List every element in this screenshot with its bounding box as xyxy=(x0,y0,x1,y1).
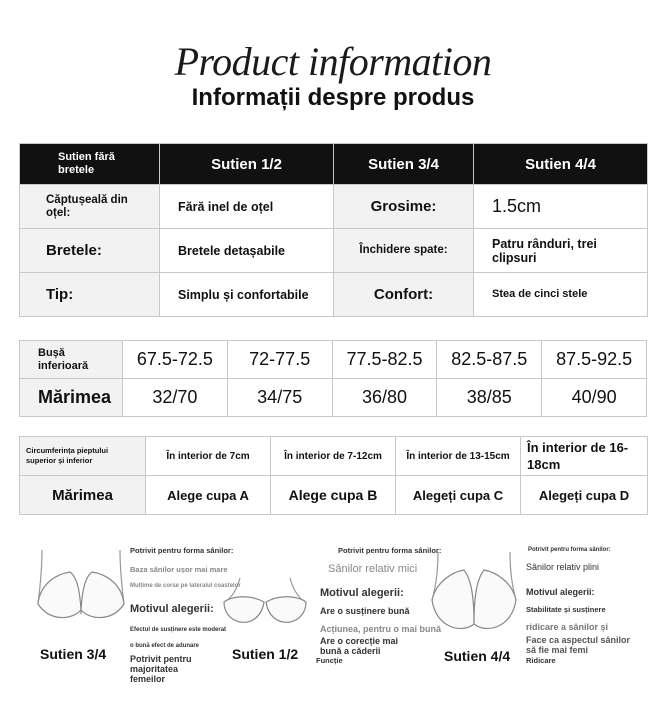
note-reason-detail: Ridicare xyxy=(526,656,556,665)
range-value: În interior de 7cm xyxy=(146,437,271,476)
cup-row xyxy=(20,476,648,515)
spec-header-row xyxy=(20,144,648,185)
size-table xyxy=(19,340,647,417)
size-value: 34/75 xyxy=(227,379,332,417)
title-romanian: Informații despre produs xyxy=(191,84,475,111)
value-thickness: 1.5cm xyxy=(474,185,648,229)
value-comfort: Stea de cinci stele xyxy=(474,273,648,317)
size-value: 40/90 xyxy=(542,379,647,417)
label-comfort: Confort: xyxy=(334,273,474,317)
range-value: În interior de 13-15cm xyxy=(396,437,521,476)
label-bust-difference: Circumferința pieptului superior și inferior xyxy=(20,437,146,476)
title-english: Product information xyxy=(174,39,492,84)
note-fit-heading: Potrivit pentru forma sânilor: xyxy=(528,547,611,553)
underbust-value: 77.5-82.5 xyxy=(332,341,437,379)
underbust-row xyxy=(20,341,647,379)
cup-value: Alege cupa A xyxy=(146,476,271,515)
note-reason-detail: Face ca aspectul sânilor să fie mai femi xyxy=(526,635,631,655)
cup-value: Alegeți cupa D xyxy=(521,476,648,515)
header-strapless: Sutien fără bretele xyxy=(20,144,160,185)
note-reason-detail: Are o susținere bună xyxy=(320,606,410,616)
size-row xyxy=(20,379,647,417)
spec-table xyxy=(19,143,648,317)
note-reason-detail: Efectul de susținere este moderat xyxy=(130,627,227,633)
note-reason-detail: Are o corecție mai bună a căderii xyxy=(320,636,399,656)
underbust-value: 67.5-72.5 xyxy=(123,341,228,379)
cup-value: Alege cupa B xyxy=(271,476,396,515)
note-reason-detail: Funcție xyxy=(316,656,343,665)
label-thickness: Grosime: xyxy=(334,185,474,229)
underbust-value: 72-77.5 xyxy=(227,341,332,379)
label-cup-size: Mărimea xyxy=(20,476,146,515)
label-closure: Închidere spate: xyxy=(334,229,474,273)
value-straps: Bretele detașabile xyxy=(160,229,334,273)
bra-full-cup-illustration xyxy=(428,550,520,642)
bra-name-three-quarter: Sutien 3/4 xyxy=(40,646,107,662)
header-half-cup: Sutien 1/2 xyxy=(160,144,334,185)
note-reason-detail: ridicare a sânilor și xyxy=(526,622,609,632)
bra-name-half: Sutien 1/2 xyxy=(232,646,299,662)
range-value: În interior de 7-12cm xyxy=(271,437,396,476)
bust-difference-row xyxy=(20,437,648,476)
note-reason-heading: Motivul alegerii: xyxy=(320,587,404,599)
note-fit-heading: Potrivit pentru forma sânilor: xyxy=(338,546,442,555)
note-fit-detail: Baza sânilor ușor mai mare xyxy=(130,565,228,574)
size-value: 36/80 xyxy=(332,379,437,417)
bra-three-quarter-illustration xyxy=(36,548,126,628)
note-fit-detail: Sânilor relativ mici xyxy=(328,563,418,575)
note-fit-extra: Mulțime de corse pe lateralul coastelor xyxy=(130,583,241,589)
value-type: Simplu și confortabile xyxy=(160,273,334,317)
spec-row xyxy=(20,273,648,317)
bra-name-full: Sutien 4/4 xyxy=(444,648,511,664)
spec-row xyxy=(20,229,648,273)
underbust-value: 87.5-92.5 xyxy=(542,341,647,379)
value-lining: Fără inel de oțel xyxy=(160,185,334,229)
underbust-value: 82.5-87.5 xyxy=(437,341,542,379)
label-underbust: Bușă inferioară xyxy=(20,341,123,379)
label-straps: Bretele: xyxy=(20,229,160,273)
note-reason-detail: Potrivit pentru majoritatea femeilor xyxy=(130,654,192,684)
note-reason-detail: o bună efect de adunare xyxy=(130,643,200,649)
range-value: În interior de 16-18cm xyxy=(521,437,648,476)
note-reason-heading: Motivul alegerii: xyxy=(130,603,214,615)
note-reason-detail: Stabilitate și susținere xyxy=(526,605,606,614)
size-value: 32/70 xyxy=(123,379,228,417)
cup-value: Alegeți cupa C xyxy=(396,476,521,515)
note-fit-detail: Sânilor relativ plini xyxy=(526,562,600,572)
spec-row xyxy=(20,185,648,229)
label-type: Tip: xyxy=(20,273,160,317)
value-closure: Patru rânduri, trei clipsuri xyxy=(474,229,648,273)
note-fit-heading: Potrivit pentru forma sânilor: xyxy=(130,546,234,555)
note-reason-heading: Motivul alegerii: xyxy=(526,587,595,597)
note-reason-detail: Acțiunea, pentru o mai bună xyxy=(320,624,442,634)
cup-table xyxy=(19,436,648,515)
size-value: 38/85 xyxy=(437,379,542,417)
header-three-quarter-cup: Sutien 3/4 xyxy=(334,144,474,185)
header-full-cup: Sutien 4/4 xyxy=(474,144,648,185)
label-size: Mărimea xyxy=(20,379,123,417)
label-lining: Căptușeală din oțel: xyxy=(20,185,160,229)
